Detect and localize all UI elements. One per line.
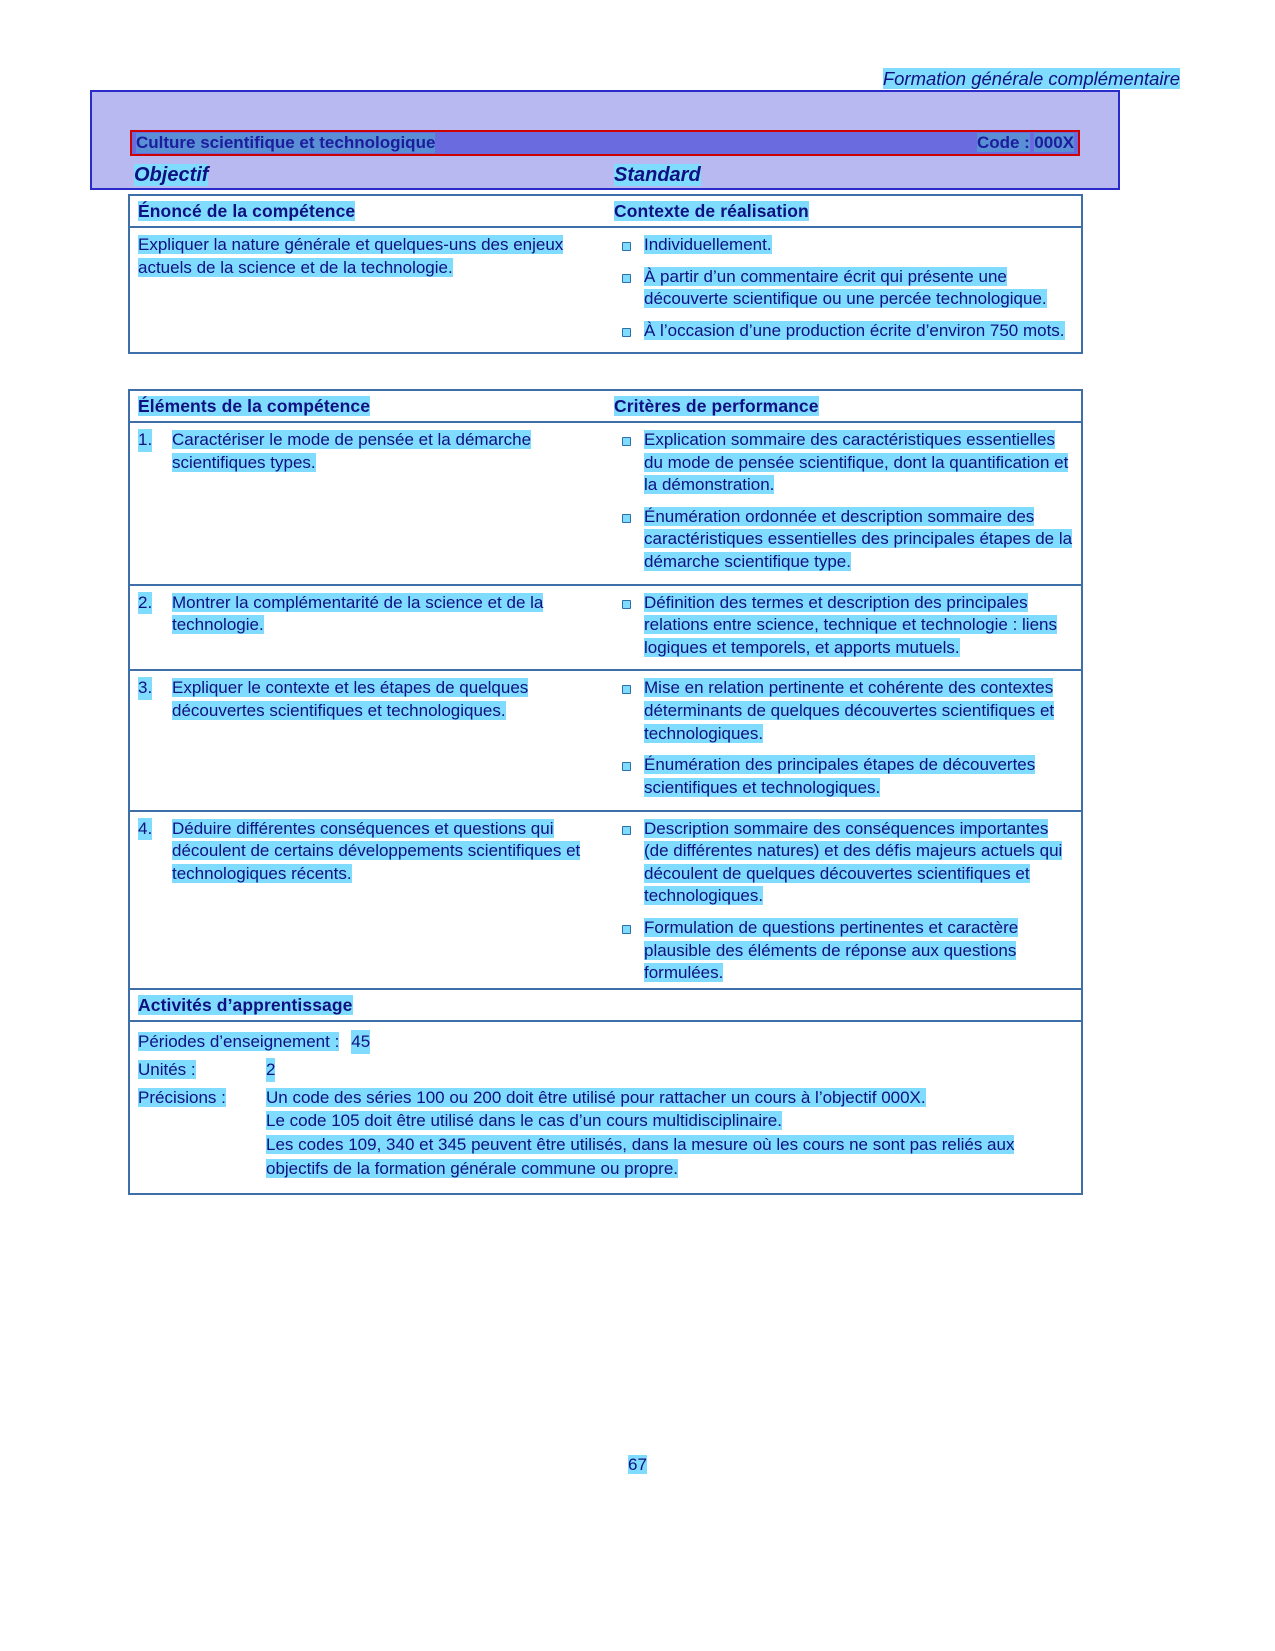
precision-text: Le code 105 doit être utilisé dans le cas d’un cours multidisciplinaire.: [266, 1111, 782, 1131]
element-number: 2.: [138, 592, 152, 615]
bullet-icon: [622, 514, 631, 523]
bullet-icon: [622, 762, 631, 771]
list-item: [614, 266, 1073, 311]
competence-block: [128, 194, 1083, 354]
context-item-text: À partir d’un commentaire écrit qui présente une découverte scientifique ou une percée technologique.: [644, 266, 1047, 309]
context-item-text: Individuellement.: [644, 235, 772, 254]
element-cell: [130, 812, 610, 995]
elements-block: [128, 389, 1083, 997]
standard-label: Standard: [614, 164, 701, 186]
element-number: 3.: [138, 677, 152, 700]
competence-statement-text-wrap: [138, 234, 602, 279]
competence-statement-cell: [130, 228, 610, 352]
criteria-cell: [610, 423, 1081, 584]
list-item: [614, 592, 1073, 660]
context-item-text: À l’occasion d’une production écrite d’environ 750 mots.: [644, 320, 1065, 340]
page-number: [0, 1455, 1275, 1475]
criteria-item-text: Formulation de questions pertinentes et caractère plausible des éléments de réponse aux questions formulées.: [644, 917, 1019, 983]
units-value: 2: [266, 1058, 275, 1082]
criteria-item-text: Énumération des principales étapes de découvertes scientifiques et technologiques.: [644, 755, 1036, 797]
table-row: [130, 671, 1081, 811]
list-item: [614, 754, 1073, 799]
elements-header-row: [130, 391, 1081, 423]
criteria-item-text: Énumération ordonnée et description sommaire des caractéristiques essentielles des principales étapes de la démarche scientifique type.: [644, 506, 1073, 572]
elements-header: Éléments de la compétence: [138, 396, 371, 416]
list-item: [138, 429, 602, 474]
element-number: 1.: [138, 429, 152, 452]
element-numbered-item: [138, 677, 602, 722]
competence-code-value: 000X: [1034, 133, 1074, 152]
precisions-label: Précisions :: [138, 1087, 226, 1107]
elements-header-left-cell: [130, 391, 610, 421]
element-text: Montrer la complémentarité de la science et de la technologie.: [172, 592, 544, 635]
list-item: [614, 818, 1073, 908]
criteria-item-text: Explication sommaire des caractéristiques essentielles du mode de pensée scientifique, dont la quantification et la démonstration.: [644, 430, 1069, 495]
bullet-icon: [622, 328, 631, 337]
objectif-standard-banner: [90, 90, 1120, 190]
criteria-list: [614, 592, 1073, 660]
competence-header-row: [130, 196, 1081, 228]
running-head: [883, 68, 1180, 90]
list-item: [138, 677, 602, 722]
units-label: Unités :: [138, 1059, 196, 1079]
criteria-list: [614, 818, 1073, 985]
precisions-line: [130, 1084, 1081, 1183]
competence-context-list: [614, 234, 1073, 342]
competence-title: Culture scientifique et technologique: [136, 133, 436, 152]
objectif-label: Objectif: [134, 164, 209, 186]
running-head-text: Formation générale complémentaire: [882, 68, 1180, 89]
criteria-item-text: Description sommaire des conséquences importantes (de différentes natures) et des défis majeurs actuels qui découlent de quelques découvertes scientifiques et technologiques.: [644, 818, 1063, 906]
bullet-icon: [622, 925, 631, 934]
bullet-icon: [622, 826, 631, 835]
competence-code-label: Code :: [976, 133, 1030, 152]
competence-header-left-cell: [130, 196, 610, 226]
table-row: [130, 423, 1081, 586]
element-text: Expliquer le contexte et les étapes de quelques découvertes scientifiques et technologiques.: [172, 678, 529, 721]
competence-statement-header: Énoncé de la compétence: [138, 201, 356, 221]
element-numbered-item: [138, 818, 602, 886]
units-line: [130, 1056, 1081, 1084]
element-numbered-item: [138, 592, 602, 637]
periods-value: 45: [351, 1030, 370, 1054]
page-number-text: 67: [628, 1455, 647, 1474]
bullet-icon: [622, 274, 631, 283]
element-number: 4.: [138, 818, 152, 841]
bullet-icon: [622, 600, 631, 609]
elements-header-right-cell: [610, 391, 1081, 421]
periods-label: Périodes d’enseignement :: [138, 1032, 340, 1051]
criteria-list: [614, 677, 1073, 799]
element-text: Déduire différentes conséquences et questions qui découlent de certains développements scientifiques et technologiques récents.: [172, 818, 581, 883]
competence-title-bar: [130, 130, 1080, 156]
criteria-item-text: Mise en relation pertinente et cohérente des contextes déterminants de quelques découvertes scientifiques et technologiques.: [644, 678, 1055, 743]
competence-body-row: [130, 228, 1081, 352]
bullet-icon: [622, 437, 631, 446]
activities-header-cell: [130, 990, 1081, 1020]
element-cell: [130, 586, 610, 670]
list-item: [614, 320, 1073, 343]
activities-block: [128, 988, 1083, 1195]
competence-header-right-cell: [610, 196, 1081, 226]
activities-header-row: [130, 990, 1081, 1022]
criteria-item-text: Définition des termes et description des principales relations entre science, technique et technologie : liens logiques et temporels, et apports mutuels.: [644, 592, 1057, 657]
table-row: [130, 812, 1081, 995]
periods-line: [130, 1028, 1081, 1056]
competence-context-cell: [610, 228, 1081, 352]
table-row: [130, 586, 1081, 672]
list-item: [614, 234, 1073, 257]
criteria-cell: [610, 671, 1081, 809]
bullet-icon: [622, 685, 631, 694]
competence-statement-text: Expliquer la nature générale et quelques-uns des enjeux actuels de la science et de la technologie.: [138, 235, 564, 277]
element-cell: [130, 671, 610, 809]
element-numbered-item: [138, 429, 602, 474]
list-item: [614, 917, 1073, 985]
criteria-cell: [610, 812, 1081, 995]
list-item: [138, 592, 602, 637]
list-item: [614, 429, 1073, 497]
element-text: Caractériser le mode de pensée et la démarche scientifiques types.: [172, 430, 532, 472]
criteria-header: Critères de performance: [614, 396, 819, 416]
bullet-icon: [622, 242, 631, 251]
list-item: [614, 677, 1073, 745]
competence-code: [977, 133, 1074, 153]
list-item: [138, 818, 602, 886]
activities-header: Activités d’apprentissage: [138, 995, 353, 1015]
list-item: [614, 506, 1073, 574]
precisions-values: [266, 1086, 1073, 1181]
precision-text: Un code des séries 100 ou 200 doit être utilisé pour rattacher un cours à l’objectif 000X.: [266, 1087, 926, 1107]
activities-body-row: [130, 1022, 1081, 1193]
precision-text: Les codes 109, 340 et 345 peuvent être utilisés, dans la mesure où les cours ne sont pas reliés aux objectifs de la formation générale commune ou propre.: [266, 1135, 1015, 1178]
element-cell: [130, 423, 610, 584]
competence-context-header: Contexte de réalisation: [614, 201, 809, 221]
criteria-list: [614, 429, 1073, 574]
criteria-cell: [610, 586, 1081, 670]
